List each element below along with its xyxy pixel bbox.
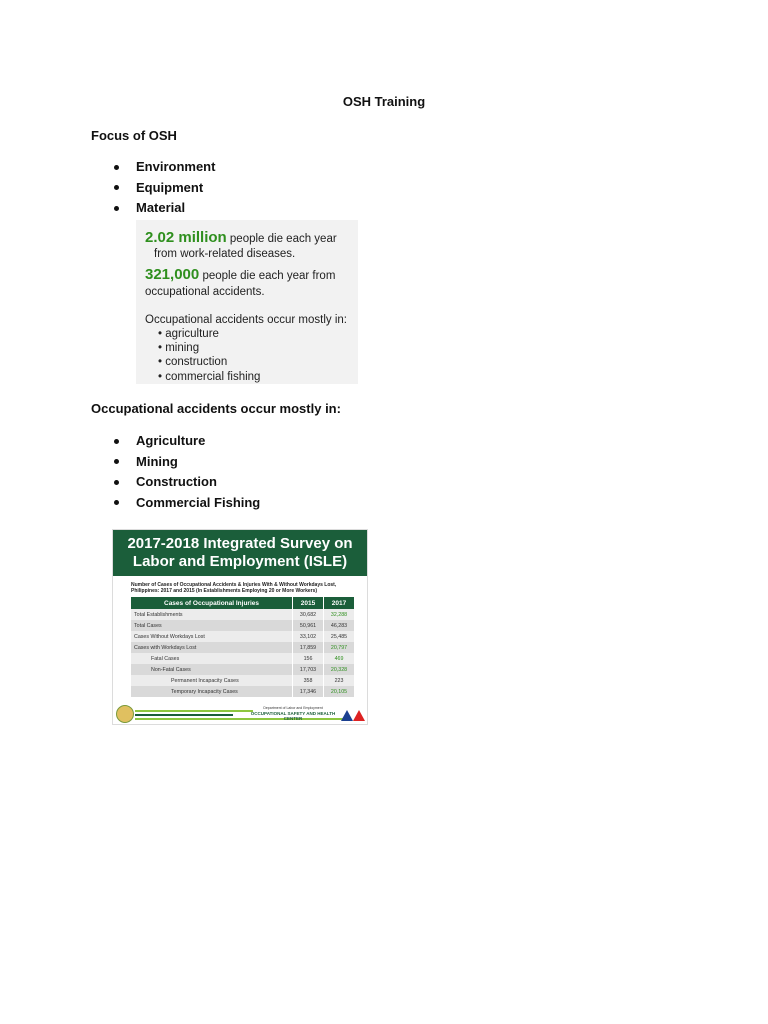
list-item: Mining — [112, 452, 260, 473]
agency-logo-icon — [353, 710, 365, 721]
stat-list-heading: Occupational accidents occur mostly in: — [145, 314, 347, 326]
table-row: Permanent Incapacity Cases 358 223 — [131, 675, 355, 686]
bullet-icon — [114, 206, 119, 211]
department-seal-icon — [116, 705, 134, 723]
footer-stripe — [135, 714, 233, 716]
list-item: • commercial fishing — [158, 370, 261, 383]
list-item: Commercial Fishing — [112, 493, 260, 514]
stat-list — [158, 327, 260, 384]
table-row: Cases with Workdays Lost 17,859 20,797 — [131, 642, 355, 653]
accidents-heading: Occupational accidents occur mostly in: — [91, 401, 341, 416]
injury-table — [131, 597, 355, 697]
footer-stripe — [135, 710, 253, 712]
table-header-row — [131, 597, 355, 609]
bullet-icon — [114, 480, 119, 485]
table-row: Total Establishments 30,682 32,288 — [131, 609, 355, 620]
table-row: Cases Without Workdays Lost 33,102 25,485 — [131, 631, 355, 642]
list-item: Environment — [112, 157, 215, 178]
table-row: Fatal Cases 156 469 — [131, 653, 355, 664]
statistics-image — [136, 220, 358, 384]
bullet-icon — [114, 185, 119, 190]
slide-title: 2017-2018 Integrated Survey on Labor and Employment (ISLE) — [113, 530, 367, 576]
list-item: Agriculture — [112, 431, 260, 452]
list-item: Material — [112, 198, 215, 219]
list-item: Equipment — [112, 178, 215, 199]
list-item: • construction — [158, 356, 228, 369]
stat-line: from work-related diseases. — [154, 248, 296, 260]
bullet-icon — [114, 165, 119, 170]
focus-heading: Focus of OSH — [91, 128, 177, 143]
stat-value: 2.02 million — [145, 229, 227, 246]
table-row: Non-Fatal Cases 17,703 20,328 — [131, 664, 355, 675]
osh-logo-icon — [341, 710, 353, 721]
list-item: Construction — [112, 472, 260, 493]
table-row: Temporary Incapacity Cases 17,346 20,105 — [131, 686, 355, 697]
stat-value: 321,000 — [145, 266, 200, 283]
bullet-icon — [114, 439, 119, 444]
accidents-list — [112, 431, 260, 513]
table-row: Total Cases 50,961 46,283 — [131, 620, 355, 631]
stat-line: occupational accidents. — [145, 286, 265, 298]
column-header: Cases of Occupational Injuries — [131, 597, 293, 609]
footer-agency-text: Department of Labor and Employment OCCUPATIONAL SAFETY AND HEALTH CENTER — [250, 706, 336, 721]
list-item: • agriculture — [158, 328, 219, 340]
stat-line: 321,000 people die each year from — [145, 266, 336, 283]
isle-slide-image — [112, 529, 368, 725]
slide-caption: Number of Cases of Occupational Accidents & Injuries With & Without Workdays Lost, Philippines: 2017 and 2015 (In Establishments Employing 20 or More Workers) — [131, 582, 337, 595]
document-title: OSH Training — [342, 94, 426, 109]
focus-list — [112, 157, 215, 219]
bullet-icon — [114, 500, 119, 505]
stat-line: 2.02 million people die each year — [145, 229, 337, 246]
bullet-icon — [114, 459, 119, 464]
column-header: 2015 — [293, 597, 324, 609]
list-item: • mining — [158, 342, 200, 355]
column-header: 2017 — [324, 597, 355, 609]
